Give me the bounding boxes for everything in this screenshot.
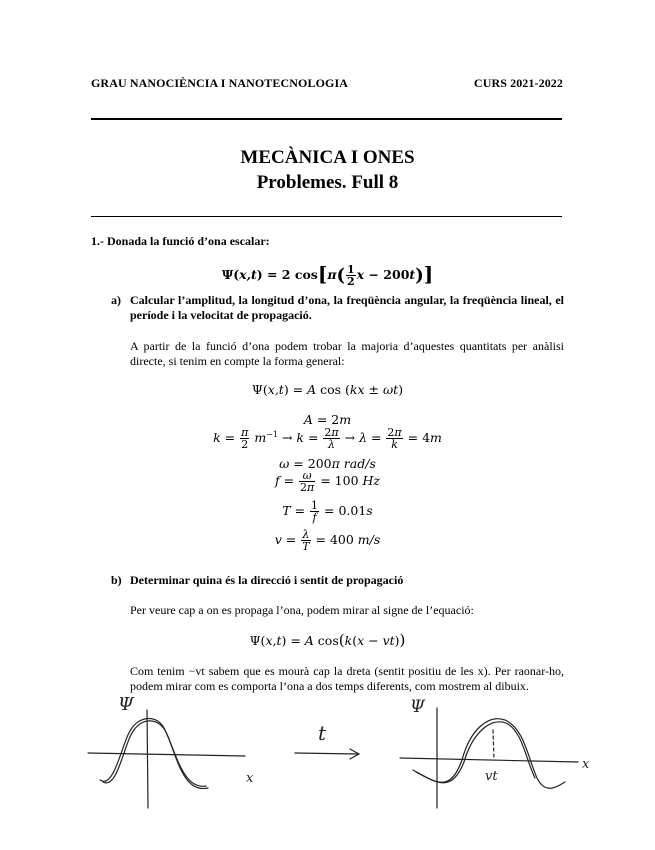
problem-heading: 1.- Donada la funció d’ona escalar: <box>91 234 270 248</box>
left-x-label: x <box>246 771 254 786</box>
left-x-axis <box>88 753 245 756</box>
period-eq: T = $\frac{1}{f}$ = 0.01s <box>282 499 373 524</box>
right-x-label: x <box>582 757 590 772</box>
amplitude-eq: A = 2m <box>303 412 352 427</box>
wave-sketch <box>0 690 655 850</box>
part-a-statement: Calcular l’amplitud, la longitud d’ona, la freqüència angular, la freqüència lineal, el període i la velocitat de propagació. <box>130 293 564 322</box>
time-arrow <box>295 753 358 754</box>
general-form: Ψ(x,t) = A cos (kx ± ωt) <box>251 382 404 397</box>
page-subtitle: Problemes. Full 8 <box>256 172 399 193</box>
part-a-marker: a) <box>111 293 121 307</box>
header-course: CURS 2021-2022 <box>473 76 563 90</box>
part-b-explanation: Com tenim −vt sabem que es mourà cap la dreta (sentit positiu de les x). Per raonar-ho, podem mirar com es comporta l’ona a dos temps diferents, com mostrem al dibuix. <box>130 664 564 693</box>
velocity-eq: v = $\frac{\lambda}{T}$ = 400 m/s <box>274 528 381 553</box>
vt-label: vt <box>485 769 498 784</box>
part-b-intro: Per veure cap a on es propaga l’ona, podem mirar al signe de l’equació: <box>130 603 474 617</box>
part-b-marker: b) <box>111 573 122 587</box>
wave-form: Ψ(x,t) = A cos(k(x − vt)) <box>249 631 406 649</box>
right-x-axis <box>400 758 578 762</box>
left-psi-label: Ψ <box>118 694 134 715</box>
page-title: MECÀNICA I ONES <box>240 147 415 168</box>
arrow-t-label: t <box>318 721 327 745</box>
header-program: GRAU NANOCIÈNCIA I NANOTECNOLOGIA <box>91 76 348 90</box>
part-a-intro: A partir de la funció d’ona podem trobar la majoria d’aquestes quantitats per anàlisi directe, si tenim en compte la forma general: <box>130 339 564 368</box>
wavenumber-eq: k = $\frac{\pi}{2}$ $m^{-1} \to k$ = $\frac{2\pi}{\lambda}$ → λ = $\frac{2\pi}{k}$ = 4m <box>213 426 442 451</box>
title-rule <box>91 216 562 217</box>
left-psi-axis <box>147 710 148 808</box>
given-equation: 𝚿(x,t) = 𝟐 cos[π( $\frac{𝟏}{𝟐}$ x − 𝟐𝟎𝟎t)] <box>221 262 434 288</box>
vt-marker <box>493 730 494 760</box>
header-rule <box>91 118 562 120</box>
omega-eq: ω = 200π rad/s <box>279 456 376 471</box>
right-psi-label: Ψ <box>410 697 425 717</box>
frequency-eq: f = $\frac{\omega}{2\pi}$ = 100 Hz <box>274 469 381 494</box>
part-b-statement: Determinar quina és la direcció i sentit de propagació <box>130 573 404 587</box>
